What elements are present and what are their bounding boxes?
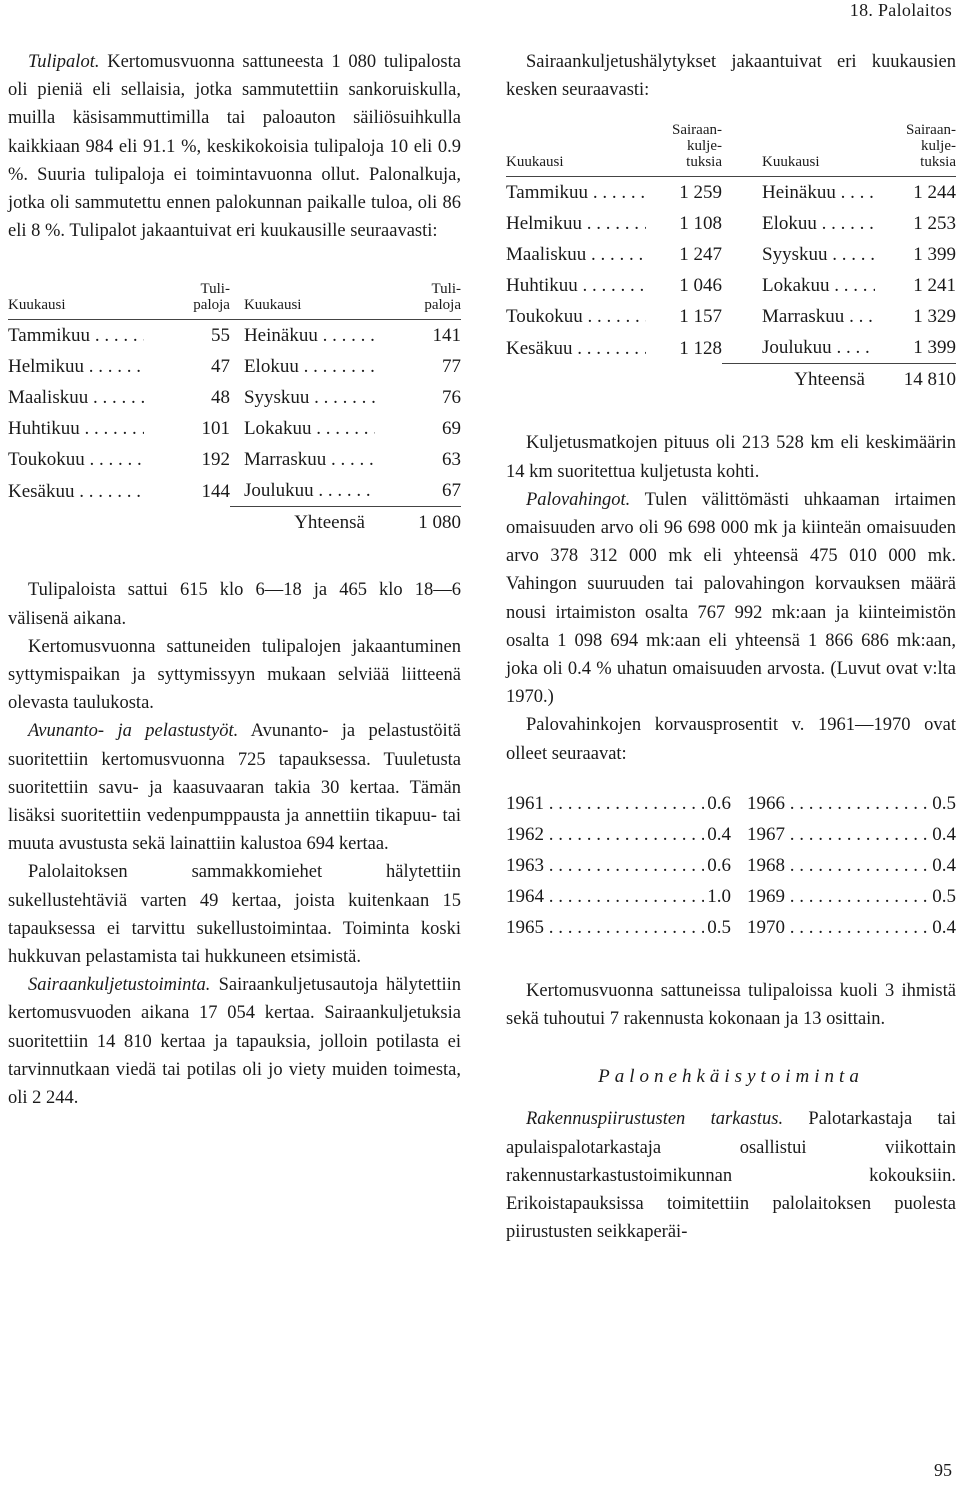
table-row — [506, 177, 956, 209]
table-row — [506, 270, 956, 301]
paragraph-divers: Palolaitoksen sammakkomiehet hälytettiin sukellustehtäviä varten 49 kertaa, joista kuitenkaan 15 tapauksessa ei tarvittu sukellustoimintaa. Toiminta koski hukkuvan pelastamista tai hukkuneen etsimistä. — [8, 862, 461, 968]
col-fires-1: Tuli- paloja — [144, 281, 230, 320]
right-column — [506, 48, 956, 1246]
row-label: 1963 . . . — [506, 850, 704, 881]
table-row — [506, 332, 956, 364]
total-value: 14 810 — [875, 364, 956, 396]
col-month-1: Kuukausi — [8, 281, 144, 320]
row-label: Syyskuu . . . — [722, 239, 875, 270]
table-row — [8, 413, 461, 444]
table-row — [506, 912, 956, 943]
row-value: 63 — [442, 449, 461, 471]
row-label: Lokakuu . . . — [722, 270, 875, 301]
row-label: 1966 . . . — [731, 788, 929, 819]
row-value: 1 253 — [913, 213, 956, 235]
row-label: 1961 . . . — [506, 788, 704, 819]
ambulance-by-month-table — [506, 122, 956, 395]
row-label: Tammikuu . . . — [8, 320, 144, 352]
table-row — [506, 881, 956, 912]
col-transports-2: Sairaan- kulje- tuksia — [875, 122, 956, 177]
row-label: 1969 . . . — [731, 881, 929, 912]
row-label: Lokakuu . . . — [230, 413, 375, 444]
col-fires-2: Tuli- paloja — [375, 281, 461, 320]
col-transports-1: Sairaan- kulje- tuksia — [646, 122, 723, 177]
row-label: Heinäkuu . . . — [722, 177, 875, 209]
paragraph-rescue: Avunanto- ja pelastustyöt. Avunanto- ja pelastustöitä suoritettiin kertomusvuonna 725 tapauksessa. Tuuletusta suoritettiin savu- ja kaasuvaaran takia 30 kertaa. Tämän lisäksi suoritettiin vedenpumppausta ja annettiin tikapuu- tai muuta avustusta sekä lainattiin kalustoa 694 kertaa. — [8, 721, 462, 855]
row-label: Syyskuu . . . — [230, 382, 375, 413]
row-label: Marraskuu . . . — [230, 444, 375, 475]
row-value: 1 329 — [913, 306, 956, 328]
row-label: Huhtikuu . . . — [506, 270, 646, 301]
row-label: Marraskuu . . . — [722, 301, 875, 332]
heading-fires: Tulipalot. — [28, 52, 100, 72]
paragraph-fires: Tulipalot. Kertomusvuonna sattuneesta 1 080 tulipalosta oli pieniä eli sellaisia, jotka sammutettiin sankoruiskulla, muilla käsisammuttimilla tai paloauton säiliösuihkulla kaikkiaan 984 eli 91.1 %, keskikokoisia tulipaloja 10 eli 0.9 %. Suuria tulipaloja ei toimintavuonna ollut. Palonalkuja, jotka oli sammutettu ennen palokunnan paikalle tuloa, oli 86 eli 8 %. Tulipalot jakaantuivat eri kuukausille seuraavasti: — [8, 52, 461, 242]
row-value: 0.4 — [707, 823, 731, 845]
row-value: 0.4 — [932, 823, 956, 845]
row-label: Kesäkuu . . . — [506, 332, 646, 364]
row-value: 55 — [210, 325, 230, 347]
col-month-2: Kuukausi — [722, 122, 875, 177]
row-label: Maaliskuu . . . — [506, 239, 646, 270]
paragraph-damages: Palovahingot. Tulen välittömästi uhkaaman irtaimen omaisuuden arvo oli 96 698 000 mk ja kiinteän omaisuuden arvo 378 312 000 mk eli yhteensä 475 010 000 mk. Vahingon suuruuden tai palovahingon korvauksen määrä nousi irtaimiston osalta 767 992 mk:aan ja kiinteimistön osalta 1 098 694 mk:aan eli yhteensä 1 866 686 mk:aan, joka oli 0.4 % uhatun omaisuuden arvosta. (Luvut ovat v:lta 1970.) — [506, 489, 956, 708]
row-value: 0.6 — [707, 792, 731, 814]
row-label: Helmikuu . . . — [8, 351, 144, 382]
row-label: Heinäkuu . . . — [230, 320, 375, 352]
row-value: 1 157 — [679, 306, 722, 328]
row-label: Tammikuu . . . — [506, 177, 646, 209]
total-label: Yhteensä — [722, 364, 875, 396]
fires-by-month-table — [8, 281, 461, 538]
row-value: 1 128 — [679, 337, 722, 359]
total-label: Yhteensä — [230, 507, 375, 539]
row-value: 1 247 — [679, 244, 722, 266]
row-label: Toukokuu . . . — [506, 301, 646, 332]
row-value: 144 — [201, 480, 230, 502]
row-label: Maaliskuu . . . — [8, 382, 144, 413]
paragraph-inspection: Rakennuspiirustusten tarkastus. Palotarkastaja tai apulaispalotarkastaja osallistui viikottain rakennustarkastustoimikunnan kokouksiin. Erikoistapauksissa toimitettiin palolaitoksen puolesta piirustusten seikkaperäi- — [506, 1109, 956, 1243]
row-value: 1.0 — [707, 885, 731, 907]
row-value: 0.4 — [932, 854, 956, 876]
row-value: 1 244 — [913, 182, 956, 204]
row-label: Kesäkuu . . . — [8, 475, 144, 507]
row-value: 0.4 — [932, 916, 956, 938]
row-value: 1 108 — [679, 213, 722, 235]
row-label: Toukokuu . . . — [8, 444, 144, 475]
table-total-row — [506, 364, 956, 396]
row-label: 1964 . . . — [506, 881, 704, 912]
table-row — [8, 320, 461, 352]
col-month-2: Kuukausi — [230, 281, 375, 320]
row-value: 141 — [432, 325, 461, 347]
row-label: Helmikuu . . . — [506, 208, 646, 239]
row-value: 1 241 — [913, 275, 956, 297]
row-label: 1968 . . . — [731, 850, 929, 881]
row-value: 1 399 — [913, 337, 956, 359]
table-row — [8, 444, 461, 475]
row-value: 67 — [442, 480, 461, 502]
table-row — [8, 475, 461, 507]
row-value: 192 — [201, 449, 230, 471]
row-label: 1962 . . . — [506, 819, 704, 850]
table-row — [506, 301, 956, 332]
row-label: 1967 . . . — [731, 819, 929, 850]
paragraph-ambulance: Sairaankuljetustoiminta. Sairaankuljetusautoja hälytettiin kertomusvuoden aikana 17 054 kertaa. Sairaankuljetuksia suoritettiin 14 810 kertaa ja tapauksia, jolloin potilasta ei tarvinnutkaan viedä tai potilas oli jo viety muiden toimesta, oli 2 244. — [8, 975, 461, 1109]
row-label: 1970 . . . — [731, 912, 929, 943]
paragraph-distribution: Kertomusvuonna sattuneiden tulipalojen jakaantuminen syttymispaikan ja syttymissyyn mukaan selviää liitteenä olevasta taulukosta. — [8, 636, 461, 714]
row-value: 0.5 — [707, 916, 731, 938]
left-column — [8, 48, 461, 1112]
paragraph-compensation: Palovahinkojen korvausprosentit v. 1961—1970 ovat olleet seuraavat: — [506, 715, 956, 764]
section-title: Palonehkäisytoiminta — [598, 1066, 864, 1088]
row-value: 69 — [442, 418, 461, 440]
heading-inspection: Rakennuspiirustusten tarkastus. — [526, 1109, 784, 1130]
row-label: Huhtikuu . . . — [8, 413, 144, 444]
paragraph-casualties: Kertomusvuonna sattuneissa tulipaloissa kuoli 3 ihmistä sekä tuhoutui 7 rakennusta kokonaan ja 13 osittain. — [506, 980, 956, 1030]
table-row — [506, 788, 956, 819]
row-value: 1 259 — [679, 182, 722, 204]
row-value: 77 — [442, 356, 461, 378]
col-month-1: Kuukausi — [506, 122, 646, 177]
row-label: Joulukuu . . . — [230, 475, 375, 507]
page-number: 95 — [934, 1460, 952, 1480]
paragraph-time: Tulipaloista sattui 615 klo 6—18 ja 465 klo 18—6 välisenä aikana. — [8, 580, 461, 629]
table-row — [8, 382, 461, 413]
row-label: Elokuu . . . — [230, 351, 375, 382]
row-value: 0.5 — [932, 885, 956, 907]
total-value: 1 080 — [375, 507, 461, 539]
row-value: 48 — [210, 387, 230, 409]
table-row — [506, 208, 956, 239]
table-total-row — [8, 507, 461, 539]
row-label: Joulukuu . . . — [722, 332, 875, 364]
row-value: 47 — [210, 356, 230, 378]
table-row — [506, 239, 956, 270]
table-row — [506, 819, 956, 850]
table-header-row — [8, 281, 461, 320]
row-value: 1 399 — [913, 244, 956, 266]
heading-rescue: Avunanto- ja pelastustyöt. — [28, 721, 239, 742]
heading-damages: Palovahingot. — [526, 489, 631, 510]
row-label: 1965 . . . — [506, 912, 704, 943]
row-value: 1 046 — [679, 275, 722, 297]
paragraph-ambulance-alerts: Sairaankuljetushälytykset jakaantuivat eri kuukausien kesken seuraavasti: — [506, 52, 956, 101]
paragraph-distance: Kuljetusmatkojen pituus oli 213 528 km eli keskimäärin 14 km suoritettua kuljetusta kohti. — [506, 433, 956, 482]
row-value: 76 — [442, 387, 461, 409]
table-header-row — [506, 122, 956, 177]
heading-ambulance: Sairaankuljetustoiminta. — [28, 975, 211, 996]
page-header: 18. Palolaitos — [849, 0, 952, 20]
row-label: Elokuu . . . — [722, 208, 875, 239]
compensation-percent-table — [506, 788, 956, 943]
table-row — [506, 850, 956, 881]
row-value: 101 — [201, 418, 230, 440]
row-value: 0.5 — [932, 792, 956, 814]
row-value: 0.6 — [707, 854, 731, 876]
table-row — [8, 351, 461, 382]
